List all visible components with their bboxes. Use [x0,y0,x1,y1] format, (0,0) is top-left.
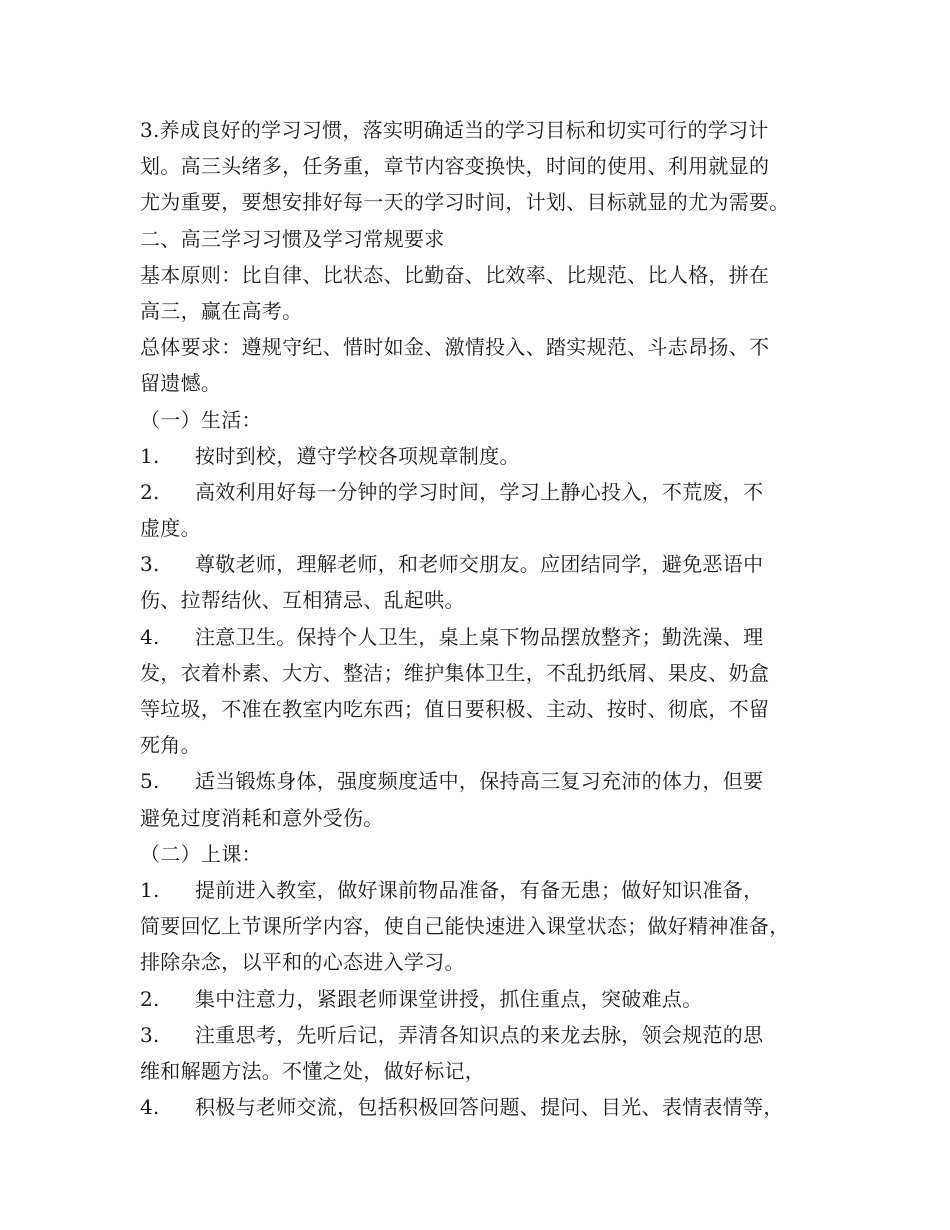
line-text: 3.养成良好的学习习惯，落实明确适当的学习目标和切实可行的学习计 [140,118,769,142]
list-item-text: 提前进入教室，做好课前物品准备，有备无患；做好知识准备， [195,877,764,902]
list-item [140,981,820,1017]
list-item [140,546,820,582]
line-text: 总体要求：遵规守纪、惜时如金、激情投入、踏实规范、斗志昂扬、不 [140,335,770,360]
list-item [140,619,820,655]
line-text: 划。高三头绪多，任务重，章节内容变换快，时间的使用、利用就显的 [140,154,770,179]
list-item-text: 适当锻炼身体，强度频度适中，保持高三复习充沛的体力，但要 [195,769,764,794]
line-text: 基本原则：比自律、比状态、比勤奋、比效率、比规范、比人格，拼在 [140,262,770,287]
list-item [140,763,820,799]
text-line [140,1053,820,1089]
list-item-text: 集中注意力，紧跟老师课堂讲授，抓住重点，突破难点。 [195,986,703,1011]
list-number: 4. [140,1095,160,1120]
list-number: 1. [140,877,160,902]
list-item-text: 积极与老师交流，包括积极回答问题、提问、目光、表情表情等， [195,1095,784,1120]
text-line [140,582,820,618]
text-line [140,293,820,329]
section-heading [140,221,820,257]
list-number: 2. [140,986,160,1011]
text-line [140,691,820,727]
text-line [140,148,820,184]
subsection-heading [140,836,820,872]
document-page [140,112,820,1125]
text-line [140,365,820,401]
list-number: 5. [140,769,160,794]
list-item-text: 按时到校，遵守学校各项规章制度。 [195,443,520,468]
line-text: （一）生活： [140,407,262,432]
line-text: 死角。 [140,733,201,758]
line-text: 避免过度消耗和意外受伤。 [140,805,384,830]
list-item-text: 注意卫生。保持个人卫生，桌上桌下物品摆放整齐；勤洗澡、理 [195,624,764,649]
list-item [140,1089,820,1125]
list-number: 1. [140,443,160,468]
text-line [140,184,820,220]
list-number: 3. [140,1022,160,1047]
line-text: 高三，赢在高考。 [140,298,303,323]
text-line [140,257,820,293]
line-text: 排除杂念，以平和的心态进入学习。 [140,950,465,975]
line-text: 二、高三学习习惯及学习常规要求 [140,226,445,251]
list-number: 3. [140,552,160,577]
line-text: 维和解题方法。不懂之处，做好标记， [140,1058,486,1083]
text-line [140,655,820,691]
line-text: 简要回忆上节课所学内容，使自己能快速进入课堂状态；做好精神准备， [140,914,790,939]
list-item-text: 高效利用好每一分钟的学习时间，学习上静心投入，不荒废，不 [195,479,764,504]
text-line [140,510,820,546]
line-text: 伤、拉帮结伙、互相猜忌、乱起哄。 [140,588,465,613]
list-number: 4. [140,624,160,649]
list-item [140,474,820,510]
text-line [140,112,820,148]
line-text: 尤为重要，要想安排好每一天的学习时间，计划、目标就显的尤为需要。 [140,190,790,215]
text-line [140,944,820,980]
text-line [140,908,820,944]
line-text: 等垃圾，不准在教室内吃东西；值日要积极、主动、按时、彻底，不留 [140,697,770,721]
text-line [140,727,820,763]
text-line [140,800,820,836]
line-text: （二）上课： [140,841,262,866]
subsection-heading [140,402,820,438]
list-item-text: 尊敬老师，理解老师，和老师交朋友。应团结同学，避免恶语中 [195,552,764,577]
list-item [140,1017,820,1053]
list-number: 2. [140,479,160,504]
list-item [140,872,820,908]
list-item [140,438,820,474]
line-text: 留遗憾。 [140,371,222,396]
line-text: 虚度。 [140,516,201,541]
text-line [140,329,820,365]
line-text: 发，衣着朴素、大方、整洁；维护集体卫生，不乱扔纸屑、果皮、奶盒 [140,660,770,685]
list-item-text: 注重思考，先听后记，弄清各知识点的来龙去脉，领会规范的思 [195,1022,764,1047]
